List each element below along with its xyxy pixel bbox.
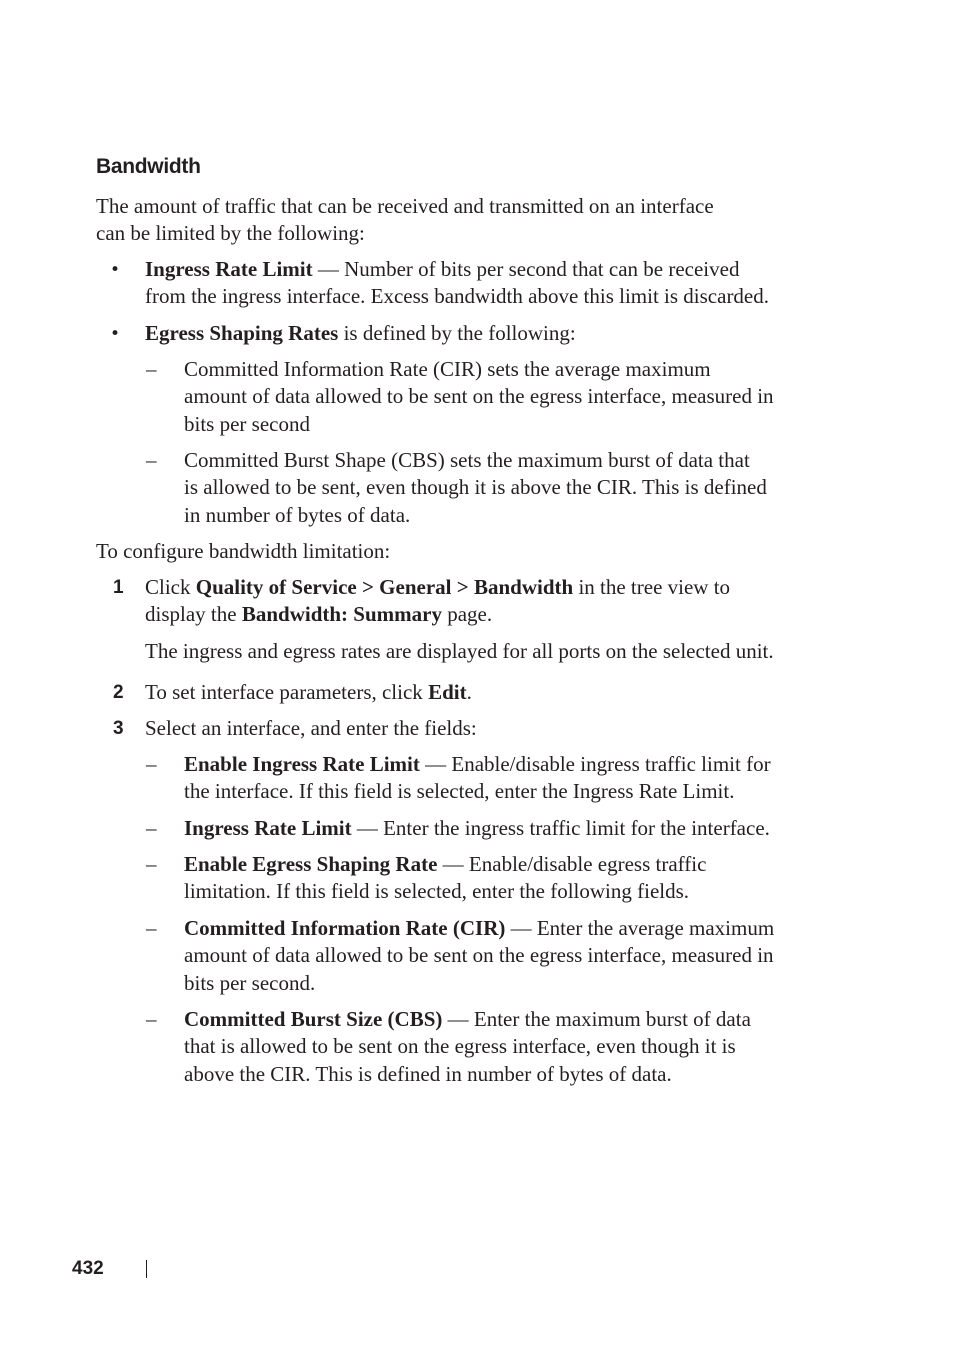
text: display the: [145, 602, 242, 627]
action-name: Edit: [428, 680, 467, 704]
step-number: 3: [113, 718, 124, 739]
subitem-cbs: [184, 447, 834, 529]
field-enable-ingress-rate-limit: [184, 751, 834, 806]
field-committed-information-rate: [184, 915, 834, 997]
footer-divider: [146, 1260, 147, 1278]
bullet-marker: •: [110, 260, 121, 280]
line: Enable/disable egress traffic: [468, 852, 707, 876]
separator: —: [312, 257, 345, 281]
field-ingress-rate-limit: [184, 815, 834, 842]
line: bits per second: [184, 411, 310, 436]
page-name: Bandwidth: Summary: [241, 602, 442, 627]
dash-marker: –: [146, 916, 157, 940]
text: page.: [441, 602, 493, 627]
configure-intro: To configure bandwidth limitation:: [96, 539, 391, 563]
subitem-cir: [184, 356, 834, 438]
line: limitation. If this field is selected, enter the following fields.: [184, 879, 690, 904]
separator: —: [419, 752, 452, 776]
term: Egress Shaping Rates: [145, 321, 339, 345]
dash-marker: –: [146, 448, 157, 472]
section-heading: Bandwidth: [96, 155, 201, 178]
term: Ingress Rate Limit: [145, 257, 313, 281]
separator: —: [437, 852, 469, 876]
line: amount of data allowed to be sent on the egress interface, measured in: [184, 943, 774, 968]
line: bits per second.: [184, 970, 316, 995]
dash-marker: –: [146, 357, 157, 381]
line: Committed Burst Shape (CBS) sets the maximum burst of data that: [184, 448, 750, 472]
line: amount of data allowed to be sent on the egress interface, measured in: [184, 384, 774, 409]
step-number: 1: [113, 577, 124, 598]
intro-paragraph: [96, 193, 836, 248]
line: Enter the maximum burst of data: [473, 1007, 751, 1031]
line: is allowed to be sent, even though it is above the CIR. This is defined: [184, 475, 767, 500]
term: Ingress Rate Limit: [184, 816, 352, 840]
step-1-note: The ingress and egress rates are displayed for all ports on the selected unit.: [145, 639, 774, 663]
line: Enable/disable ingress traffic limit for: [451, 752, 771, 776]
dash-marker: –: [146, 1007, 157, 1031]
line: Enter the ingress traffic limit for the interface.: [383, 816, 770, 840]
line: Enter the average maximum: [536, 916, 775, 940]
bullet-item-ingress-rate-limit: [145, 256, 835, 311]
line: that is allowed to be sent on the egress interface, even though it is: [184, 1034, 736, 1059]
bullet-item-egress-shaping-rates: [145, 320, 835, 347]
intro-line: The amount of traffic that can be received and transmitted on an interface: [96, 194, 714, 218]
separator: —: [351, 816, 384, 840]
term: Committed Burst Size (CBS): [184, 1007, 443, 1031]
dash-marker: –: [146, 816, 157, 840]
line: Committed Information Rate (CIR) sets the average maximum: [184, 357, 711, 381]
intro-line: can be limited by the following:: [96, 221, 365, 246]
term: Enable Ingress Rate Limit: [184, 752, 420, 776]
step-number: 2: [113, 682, 124, 703]
dash-marker: –: [146, 752, 157, 776]
field-enable-egress-shaping-rate: [184, 851, 834, 906]
bullet-marker: •: [110, 324, 121, 344]
text: .: [466, 680, 472, 704]
step-3: Select an interface, and enter the fields:: [145, 716, 477, 740]
separator: —: [442, 1007, 474, 1031]
text: Click: [145, 575, 196, 599]
field-committed-burst-size: [184, 1006, 834, 1088]
menu-path: Quality of Service > General > Bandwidth: [195, 575, 574, 599]
page-number: 432: [72, 1258, 104, 1279]
line: above the CIR. This is defined in number of bytes of data.: [184, 1061, 672, 1086]
line: from the ingress interface. Excess bandwidth above this limit is discarded.: [145, 284, 770, 309]
text: in the tree view to: [573, 575, 731, 599]
text: To set interface parameters, click: [145, 680, 429, 704]
term: Enable Egress Shaping Rate: [184, 852, 438, 876]
separator: —: [505, 916, 537, 940]
term: Committed Information Rate (CIR): [184, 916, 506, 940]
text: is defined by the following:: [338, 321, 576, 345]
dash-marker: –: [146, 852, 157, 876]
line: the interface. If this field is selected, enter the Ingress Rate Limit.: [184, 779, 735, 804]
line: in number of bytes of data.: [184, 502, 411, 527]
step-2: [145, 679, 835, 706]
step-1: [145, 574, 835, 629]
line: Number of bits per second that can be received: [344, 257, 740, 281]
